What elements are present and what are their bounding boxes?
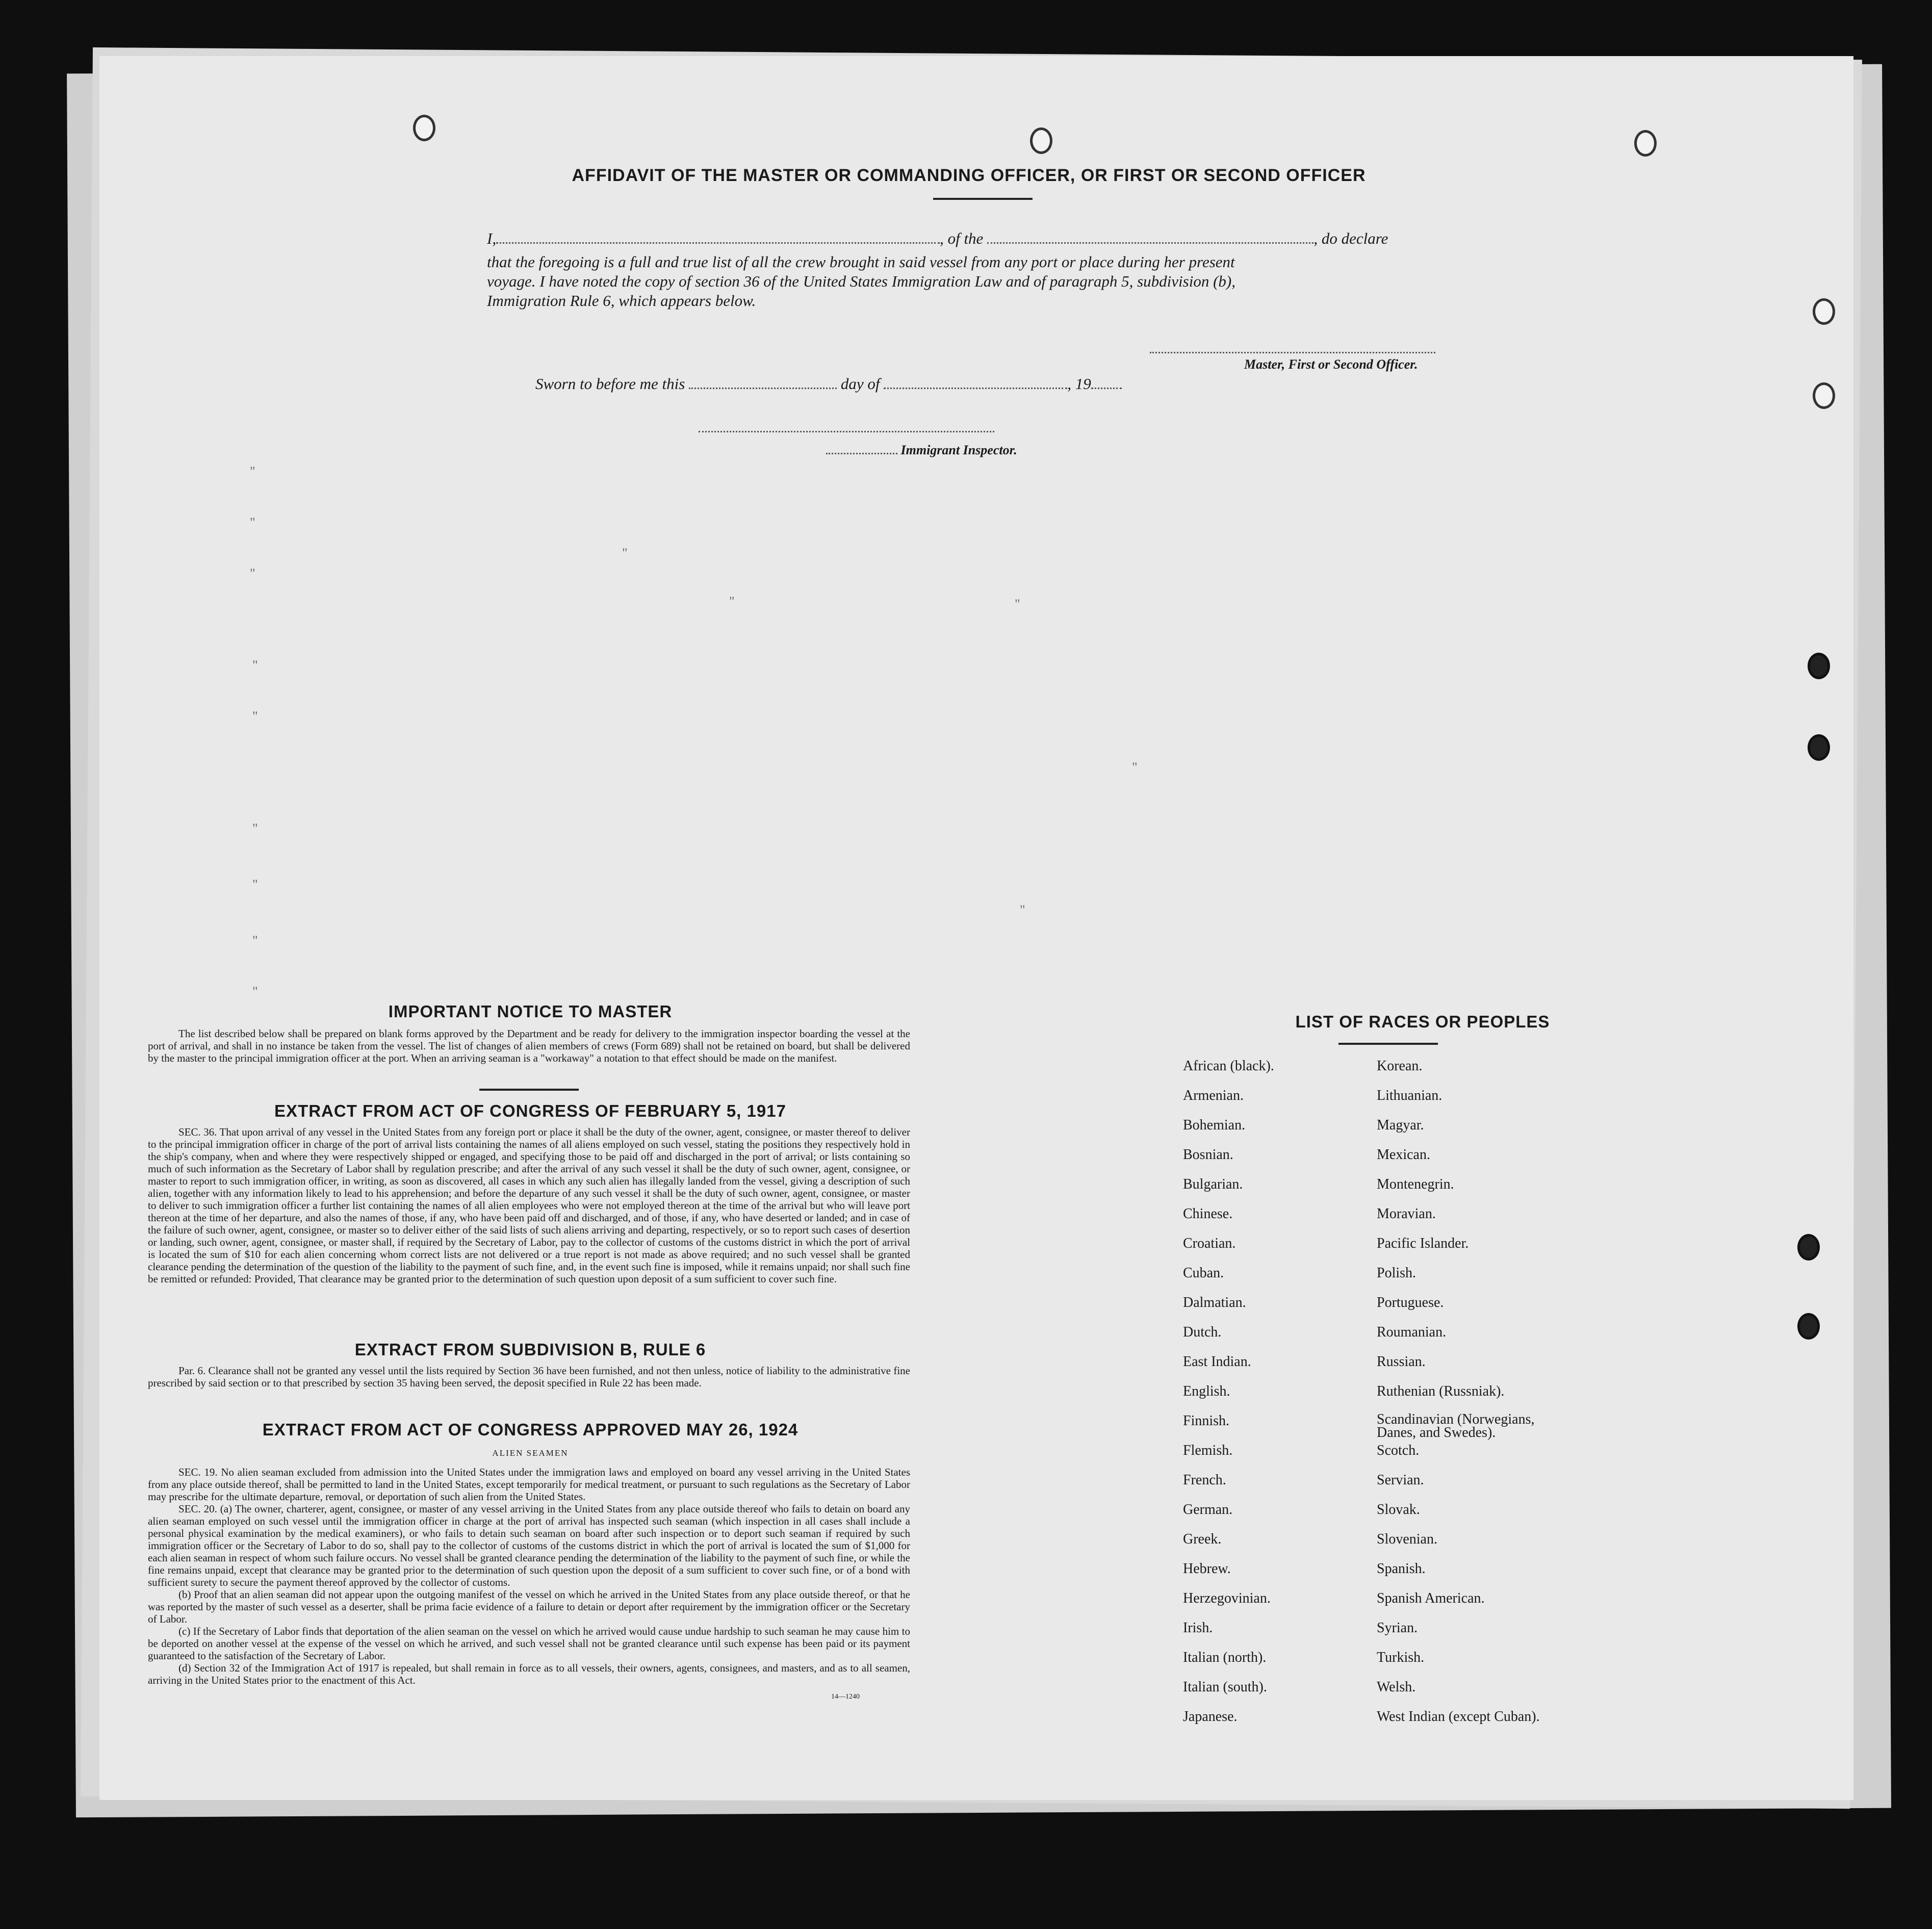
race-item: Pacific Islander. xyxy=(1377,1236,1469,1251)
race-item: Roumanian. xyxy=(1377,1324,1447,1340)
declarant-label: I, xyxy=(487,229,497,247)
declare-label: , do declare xyxy=(1313,229,1388,247)
punch-hole-icon xyxy=(1813,382,1835,409)
race-item: Portuguese. xyxy=(1377,1295,1444,1310)
inspector-signature-field[interactable] xyxy=(699,431,994,432)
race-item: African (black). xyxy=(1183,1058,1274,1074)
race-item: Russian. xyxy=(1377,1354,1426,1370)
race-item: Herzegovinian. xyxy=(1183,1590,1271,1606)
race-item: Syrian. xyxy=(1377,1620,1418,1636)
race-item: Welsh. xyxy=(1377,1679,1416,1695)
race-item: East Indian. xyxy=(1183,1354,1251,1370)
punch-hole-icon xyxy=(1030,127,1052,154)
sworn-label: Sworn to before me this xyxy=(535,375,685,393)
race-item: Lithuanian. xyxy=(1377,1088,1442,1103)
race-item: Korean. xyxy=(1377,1058,1423,1074)
declarant-name-field[interactable] xyxy=(496,242,940,244)
inspector-label: Immigrant Inspector. xyxy=(900,443,1017,457)
race-item: West Indian (except Cuban). xyxy=(1377,1709,1540,1725)
extract-1924-title: EXTRACT FROM ACT OF CONGRESS APPROVED MAY 26, 1924 xyxy=(262,1420,798,1439)
race-item: Japanese. xyxy=(1183,1709,1238,1725)
affidavit-declaration xyxy=(487,229,1481,310)
race-item: Bulgarian. xyxy=(1183,1176,1243,1192)
punch-hole-icon xyxy=(1634,130,1657,157)
race-item: Mexican. xyxy=(1377,1147,1430,1163)
race-item: Croatian. xyxy=(1183,1236,1236,1251)
extract-1924-paragraph: (d) Section 32 of the Immigration Act of 1917 is repealed, but shall remain in force as to all vessels, their owners, agents, consignees, and masters, and as to all seamen, arriving in the United States prior to the enactment of this Act. xyxy=(148,1662,910,1686)
punch-hole-icon xyxy=(1797,1313,1820,1340)
sworn-month-field[interactable] xyxy=(884,388,1067,389)
race-item: Moravian. xyxy=(1377,1206,1436,1222)
notice-title: IMPORTANT NOTICE TO MASTER xyxy=(388,1002,673,1021)
affidavit-title: AFFIDAVIT OF THE MASTER OR COMMANDING OFFICER, OR FIRST OR SECOND OFFICER xyxy=(572,166,1366,185)
year-label: , 19 xyxy=(1067,375,1091,393)
race-item: Bohemian. xyxy=(1183,1117,1246,1133)
race-item: Slovenian. xyxy=(1377,1531,1437,1547)
vessel-label: , of the xyxy=(940,229,984,247)
race-item: Spanish American. xyxy=(1377,1590,1485,1606)
race-item: Magyar. xyxy=(1377,1117,1424,1133)
races-title: LIST OF RACES OR PEOPLES xyxy=(1295,1012,1550,1031)
extract-1924-paragraph: SEC. 20. (a) The owner, charterer, agent, consignee, or master of any vessel arriving in the United States from any place outside thereof who fails to detain on board any alien seaman employed on such vessel until the immigration officer in charge at the port of arrival has inspected such seaman (which inspection in all cases shall include a personal physical examination by the medical examiners), or who fails to detain such seaman on board after such inspection or to deport such seaman if required by such immigration officer or the Secretary of Labor to do so, shall pay to the collector of customs of the customs district in which the port of arrival is located the sum of $1,000 for each alien seaman in respect of whom such failure occurs. No vessel shall be granted clearance pending the determination of the liability to the payment of such fine, or while the fine remains unpaid, except that clearance may be granted prior to the determination of such question upon the deposit of a sum sufficient to cover such fine, or of a bond with sufficient surety to secure the payment thereof approved by the collector of customs. xyxy=(148,1503,910,1588)
punch-hole-icon xyxy=(1808,653,1830,679)
punch-hole-icon xyxy=(1813,298,1835,325)
divider xyxy=(1338,1043,1438,1045)
extract-1924-subtitle: ALIEN SEAMEN xyxy=(492,1448,569,1458)
race-item: Dutch. xyxy=(1183,1324,1222,1340)
divider xyxy=(479,1089,579,1091)
extract-1924-body xyxy=(148,1466,910,1686)
race-item: Cuban. xyxy=(1183,1265,1224,1281)
punch-hole-icon xyxy=(1808,734,1830,761)
race-item: Finnish. xyxy=(1183,1413,1230,1429)
declaration-line: voyage. I have noted the copy of section 36 of the United States Immigration Law and of paragraph 5, subdivision (b), xyxy=(487,272,1235,290)
race-item: Ruthenian (Russniak). xyxy=(1377,1383,1505,1399)
race-item: Greek. xyxy=(1183,1531,1222,1547)
master-signature-label: Master, First or Second Officer. xyxy=(1244,357,1418,372)
race-item: Servian. xyxy=(1377,1472,1424,1488)
day-of-label: day of xyxy=(840,375,880,393)
master-signature-field[interactable] xyxy=(1150,352,1435,353)
punch-hole-icon xyxy=(1797,1234,1820,1261)
races-list-left xyxy=(1183,1058,1274,1738)
race-item: Chinese. xyxy=(1183,1206,1233,1222)
race-item: Italian (north). xyxy=(1183,1650,1267,1665)
form-number: 14—1240 xyxy=(831,1693,860,1701)
race-item: Spanish. xyxy=(1377,1561,1426,1577)
race-item: German. xyxy=(1183,1502,1233,1518)
race-item: Scotch. xyxy=(1377,1443,1420,1458)
dotted-leader xyxy=(826,453,897,454)
vessel-name-field[interactable] xyxy=(987,242,1313,244)
races-list-right xyxy=(1377,1058,1570,1738)
extract-1924-paragraph: SEC. 19. No alien seaman excluded from admission into the United States under the immigration laws and employed on board any vessel arriving in the United States from any place outside thereof, shall be permitted to land in the United States, except temporarily for medical treatment, or pursuant to such regulations as the Secretary of Labor may prescribe for the ultimate departure, removal, or deportation of such alien from the United States. xyxy=(148,1466,910,1503)
race-item: French. xyxy=(1183,1472,1226,1488)
extract-1917-title: EXTRACT FROM ACT OF CONGRESS OF FEBRUARY 5, 1917 xyxy=(274,1101,786,1120)
race-item: Irish. xyxy=(1183,1620,1213,1636)
declaration-line: that the foregoing is a full and true list of all the crew brought in said vessel from any port or place during her present xyxy=(487,253,1235,271)
notice-body: The list described below shall be prepared on blank forms approved by the Department and be ready for delivery to the immigration inspector boarding the vessel at the port of arrival, and shall in no instance be taken from the vessel. The list of changes of alien members of crews (Form 689) shall not be retained on board, but shall be delivered by the master to the principal immigration officer at the port. When an arriving seaman is a "workaway" a notation to that effect should be made on the manifest. xyxy=(148,1027,910,1064)
race-item: Slovak. xyxy=(1377,1502,1420,1518)
race-item: Armenian. xyxy=(1183,1088,1244,1103)
sworn-line xyxy=(535,375,1122,393)
divider xyxy=(933,198,1033,200)
race-item: Italian (south). xyxy=(1183,1679,1267,1695)
race-item: English. xyxy=(1183,1383,1230,1399)
punch-hole-icon xyxy=(413,115,435,141)
race-item: Dalmatian. xyxy=(1183,1295,1246,1310)
declaration-line: Immigration Rule 6, which appears below. xyxy=(487,292,756,310)
extract-1924-paragraph: (c) If the Secretary of Labor finds that deportation of the alien seaman on the vessel on which he arrived would cause undue hardship to such seaman he may cause him to be deported on another vessel at the expense of the vessel on which he arrived, and such vessel shall not be granted clearance until such expense has been paid or its payment guaranteed to the satisfaction of the Secretary of Labor. xyxy=(148,1625,910,1662)
sworn-year-field[interactable] xyxy=(1091,388,1122,389)
sworn-day-field[interactable] xyxy=(689,388,837,389)
race-item: Hebrew. xyxy=(1183,1561,1231,1577)
race-item: Polish. xyxy=(1377,1265,1416,1281)
extract-rule6-title: EXTRACT FROM SUBDIVISION B, RULE 6 xyxy=(354,1340,706,1359)
extract-1917-body: SEC. 36. That upon arrival of any vessel in the United States from any foreign port or place it shall be the duty of the owner, agent, consignee, or master thereof to deliver to the principal immigration officer in charge of the port of arrival lists containing the names of all aliens employed on such vessel, stating the positions they respectively hold in the ship's company, when and where they were respectively shipped or engaged, and specifying those to be paid off and discharged in the port of arrival; or lists containing so much of such information as the Secretary of Labor shall by regulation prescribe; and after the arrival of any such vessel it shall be the duty of such owner, agent, consignee, or master to report to such immigration officer, in writing, as soon as discovered, all cases in which any such alien has illegally landed from the vessel, giving a description of such alien, together with any information likely to lead to his apprehension; and before the departure of any such vessel it shall be the duty of such owner, agent, consignee, or master to deliver to such immigration officer a further list containing the names of all alien employees who were not employed thereon at the time of the arrival but who will leave port thereon at the time of her departure, and also the names of those, if any, who have been paid off and discharged, and of those, if any, who have deserted or landed; and in case of the failure of such owner, agent, consignee, or master so to deliver either of the said lists of such aliens arriving and departing, respectively, or so to report such cases of desertion or landing, such owner, agent, consignee, or master shall, if required by the Secretary of Labor, pay to the collector of customs of the customs district in which the port of arrival is located the sum of $10 for each alien concerning whom correct lists are not delivered or a true report is not made as above required; and no such vessel shall be granted clearance pending the determination of the question of the liability to the payment of such fine, and, in the event such fine is imposed, while it remains unpaid; nor shall such fine be remitted or refunded: Provided, That clearance may be granted prior to the determination of such question upon deposit of a sum sufficient to cover such fine. xyxy=(148,1126,910,1285)
extract-rule6-body: Par. 6. Clearance shall not be granted any vessel until the lists required by Section 36 have been furnished, and not then unless, notice of liability to the administrative fine prescribed by said section or to that prescribed by section 35 having been served, the deposit specified in Rule 22 has been made. xyxy=(148,1365,910,1389)
race-item: Turkish. xyxy=(1377,1650,1425,1665)
race-item: Montenegrin. xyxy=(1377,1176,1454,1192)
race-item: Bosnian. xyxy=(1183,1147,1233,1163)
race-item: Scandinavian (Norwegians, Danes, and Swedes). xyxy=(1377,1411,1535,1441)
race-item: Flemish. xyxy=(1183,1443,1233,1458)
inspector-signature-label xyxy=(826,443,1017,458)
extract-1924-paragraph: (b) Proof that an alien seaman did not appear upon the outgoing manifest of the vessel on which he arrived in the United States from any place outside thereof, or that he was reported by the master of such vessel as a deserter, shall be prima facie evidence of a failure to detain or deport after requirement by the immigration officer or the Secretary of Labor. xyxy=(148,1588,910,1625)
